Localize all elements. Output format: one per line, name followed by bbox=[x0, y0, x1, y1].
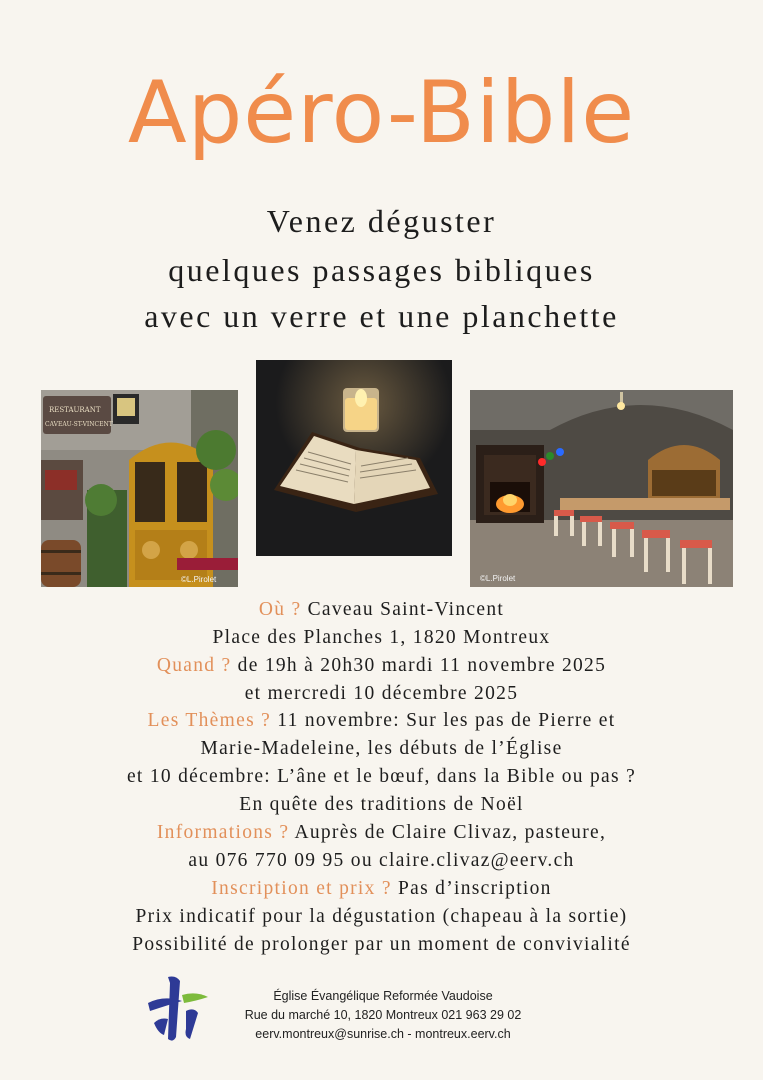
info-themes-2: Marie-Madeleine, les débuts de l’Église bbox=[200, 738, 563, 759]
subtitle-line-1: Venez déguster bbox=[266, 203, 497, 239]
subtitle-line-3: avec un verre et une planchette bbox=[144, 298, 619, 334]
info-themes-4: En quête des traditions de Noël bbox=[239, 794, 524, 815]
label-informations: Informations ? bbox=[156, 822, 290, 843]
cellar-photo bbox=[470, 390, 733, 587]
restaurant-photo bbox=[41, 390, 238, 587]
subtitle-line-2: quelques passages bibliques bbox=[168, 252, 595, 288]
info-prix: Prix indicatif pour la dégustation (chapeau à la sortie) bbox=[135, 906, 628, 927]
photo-credit: ©L.Pirolet bbox=[181, 575, 217, 584]
info-informations-2: au 076 770 09 95 ou claire.clivaz@eerv.ch bbox=[188, 850, 575, 871]
photo-credit: ©L.Pirolet bbox=[480, 574, 516, 583]
label-quand: Quand ? bbox=[156, 655, 232, 676]
info-themes-3: et 10 décembre: L’âne et le bœuf, dans la Bible ou pas ? bbox=[126, 766, 637, 787]
eerv-logo-icon bbox=[146, 973, 210, 1045]
info-inscription bbox=[0, 879, 763, 899]
info-quand-2: et mercredi 10 décembre 2025 bbox=[244, 683, 519, 704]
info-informations bbox=[0, 823, 763, 843]
label-inscription: Inscription et prix ? bbox=[211, 878, 392, 899]
text-informations-1: Auprès de Claire Clivaz, pasteure, bbox=[294, 822, 607, 843]
page-title: Apéro-Bible bbox=[127, 63, 636, 163]
footer-org-name: Église Évangélique Reformée Vaudoise bbox=[273, 989, 493, 1003]
text-themes-1: 11 novembre: Sur les pas de Pierre et bbox=[277, 710, 616, 731]
restaurant-sign-line1: RESTAURANT bbox=[49, 406, 101, 414]
footer-address: Rue du marché 10, 1820 Montreux 021 963 29 02 bbox=[244, 1008, 522, 1022]
info-themes bbox=[0, 711, 763, 731]
text-quand: de 19h à 20h30 mardi 11 novembre 2025 bbox=[237, 655, 607, 676]
info-address: Place des Planches 1, 1820 Montreux bbox=[212, 627, 551, 648]
label-ou: Où ? bbox=[258, 599, 302, 620]
text-inscription: Pas d’inscription bbox=[398, 878, 552, 899]
restaurant-sign-line2: CAVEAU-ST-VINCENT bbox=[45, 421, 113, 428]
bible-photo bbox=[256, 360, 452, 556]
info-possibilite: Possibilité de prolonger par un moment de convivialité bbox=[132, 934, 631, 955]
label-themes: Les Thèmes ? bbox=[147, 710, 272, 731]
text-ou: Caveau Saint-Vincent bbox=[307, 599, 505, 620]
info-ou bbox=[0, 600, 763, 620]
footer-contact: eerv.montreux@sunrise.ch - montreux.eerv.ch bbox=[255, 1027, 511, 1041]
info-quand bbox=[0, 656, 763, 676]
